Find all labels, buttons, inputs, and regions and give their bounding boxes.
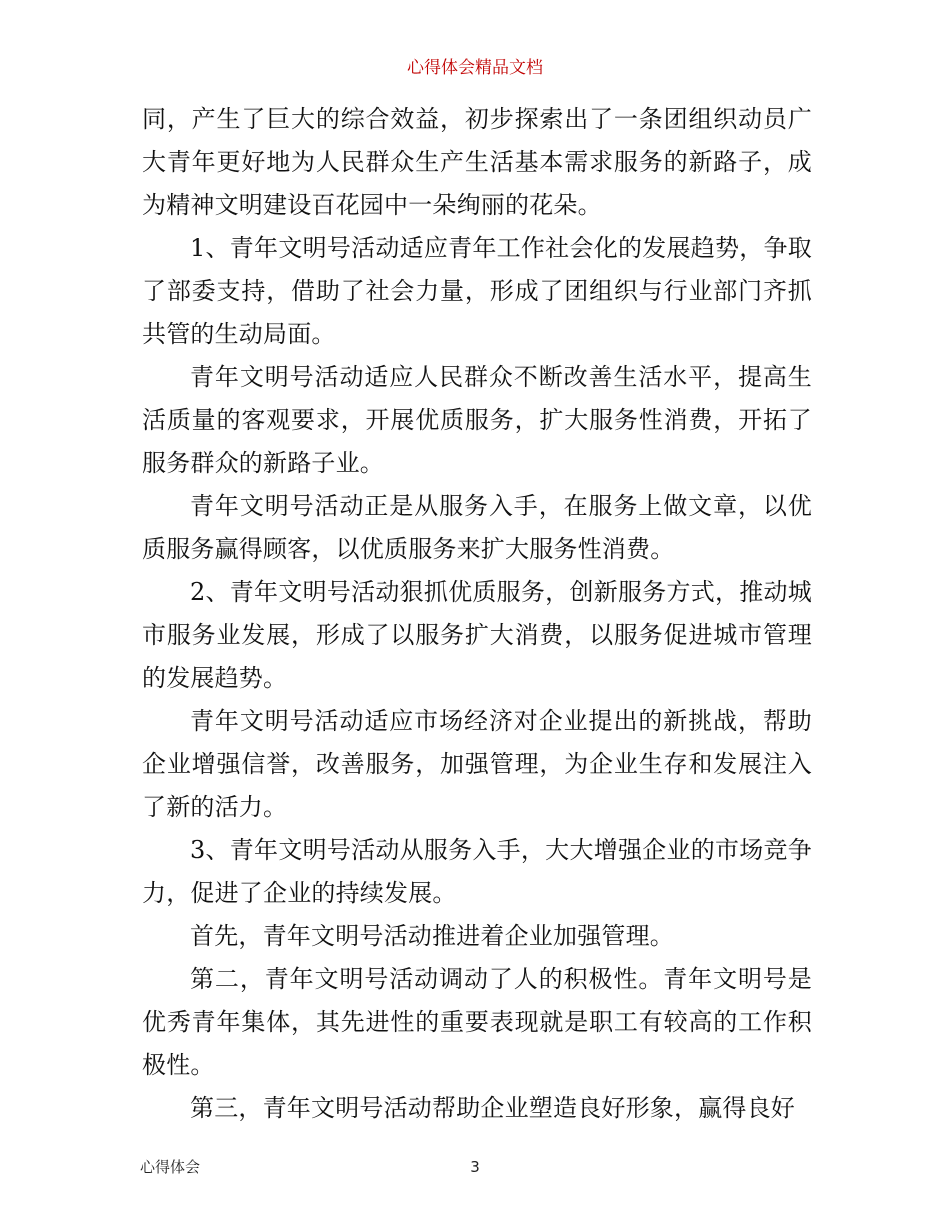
paragraph-5: 2、青年文明号活动狠抓优质服务，创新服务方式，推动城市服务业发展，形成了以服务扩大消费，以服务促进城市管理的发展趋势。 [142,578,812,692]
paragraph-8: 首先，青年文明号活动推进着企业加强管理。 [190,922,674,950]
body-text [142,98,812,1130]
paragraph-1: 同，产生了巨大的综合效益，初步探索出了一条团组织动员广大青年更好地为人民群众生产生活基本需求服务的新路子，成为精神文明建设百花园中一朵绚丽的花朵。 [142,105,812,219]
paragraph-9: 第二，青年文明号活动调动了人的积极性。青年文明号是优秀青年集体，其先进性的重要表现就是职工有较高的工作积极性。 [142,965,812,1079]
paragraph-4: 青年文明号活动正是从服务入手，在服务上做文章，以优质服务赢得顾客，以优质服务来扩大服务性消费。 [142,492,812,563]
page-number: 3 [470,1158,480,1176]
paragraph-6: 青年文明号活动适应市场经济对企业提出的新挑战，帮助企业增强信誉，改善服务，加强管理，为企业生存和发展注入了新的活力。 [142,707,812,821]
header-title: 心得体会精品文档 [407,58,543,78]
footer-label: 心得体会 [140,1158,201,1176]
paragraph-7: 3、青年文明号活动从服务入手，大大增强企业的市场竞争力，促进了企业的持续发展。 [142,836,812,907]
paragraph-10: 第三，青年文明号活动帮助企业塑造良好形象，赢得良好 [190,1094,795,1122]
paragraph-2: 1、青年文明号活动适应青年工作社会化的发展趋势，争取了部委支持，借助了社会力量，形成了团组织与行业部门齐抓共管的生动局面。 [142,234,812,348]
paragraph-3: 青年文明号活动适应人民群众不断改善生活水平，提高生活质量的客观要求，开展优质服务，扩大服务性消费，开拓了服务群众的新路子业。 [142,363,812,477]
